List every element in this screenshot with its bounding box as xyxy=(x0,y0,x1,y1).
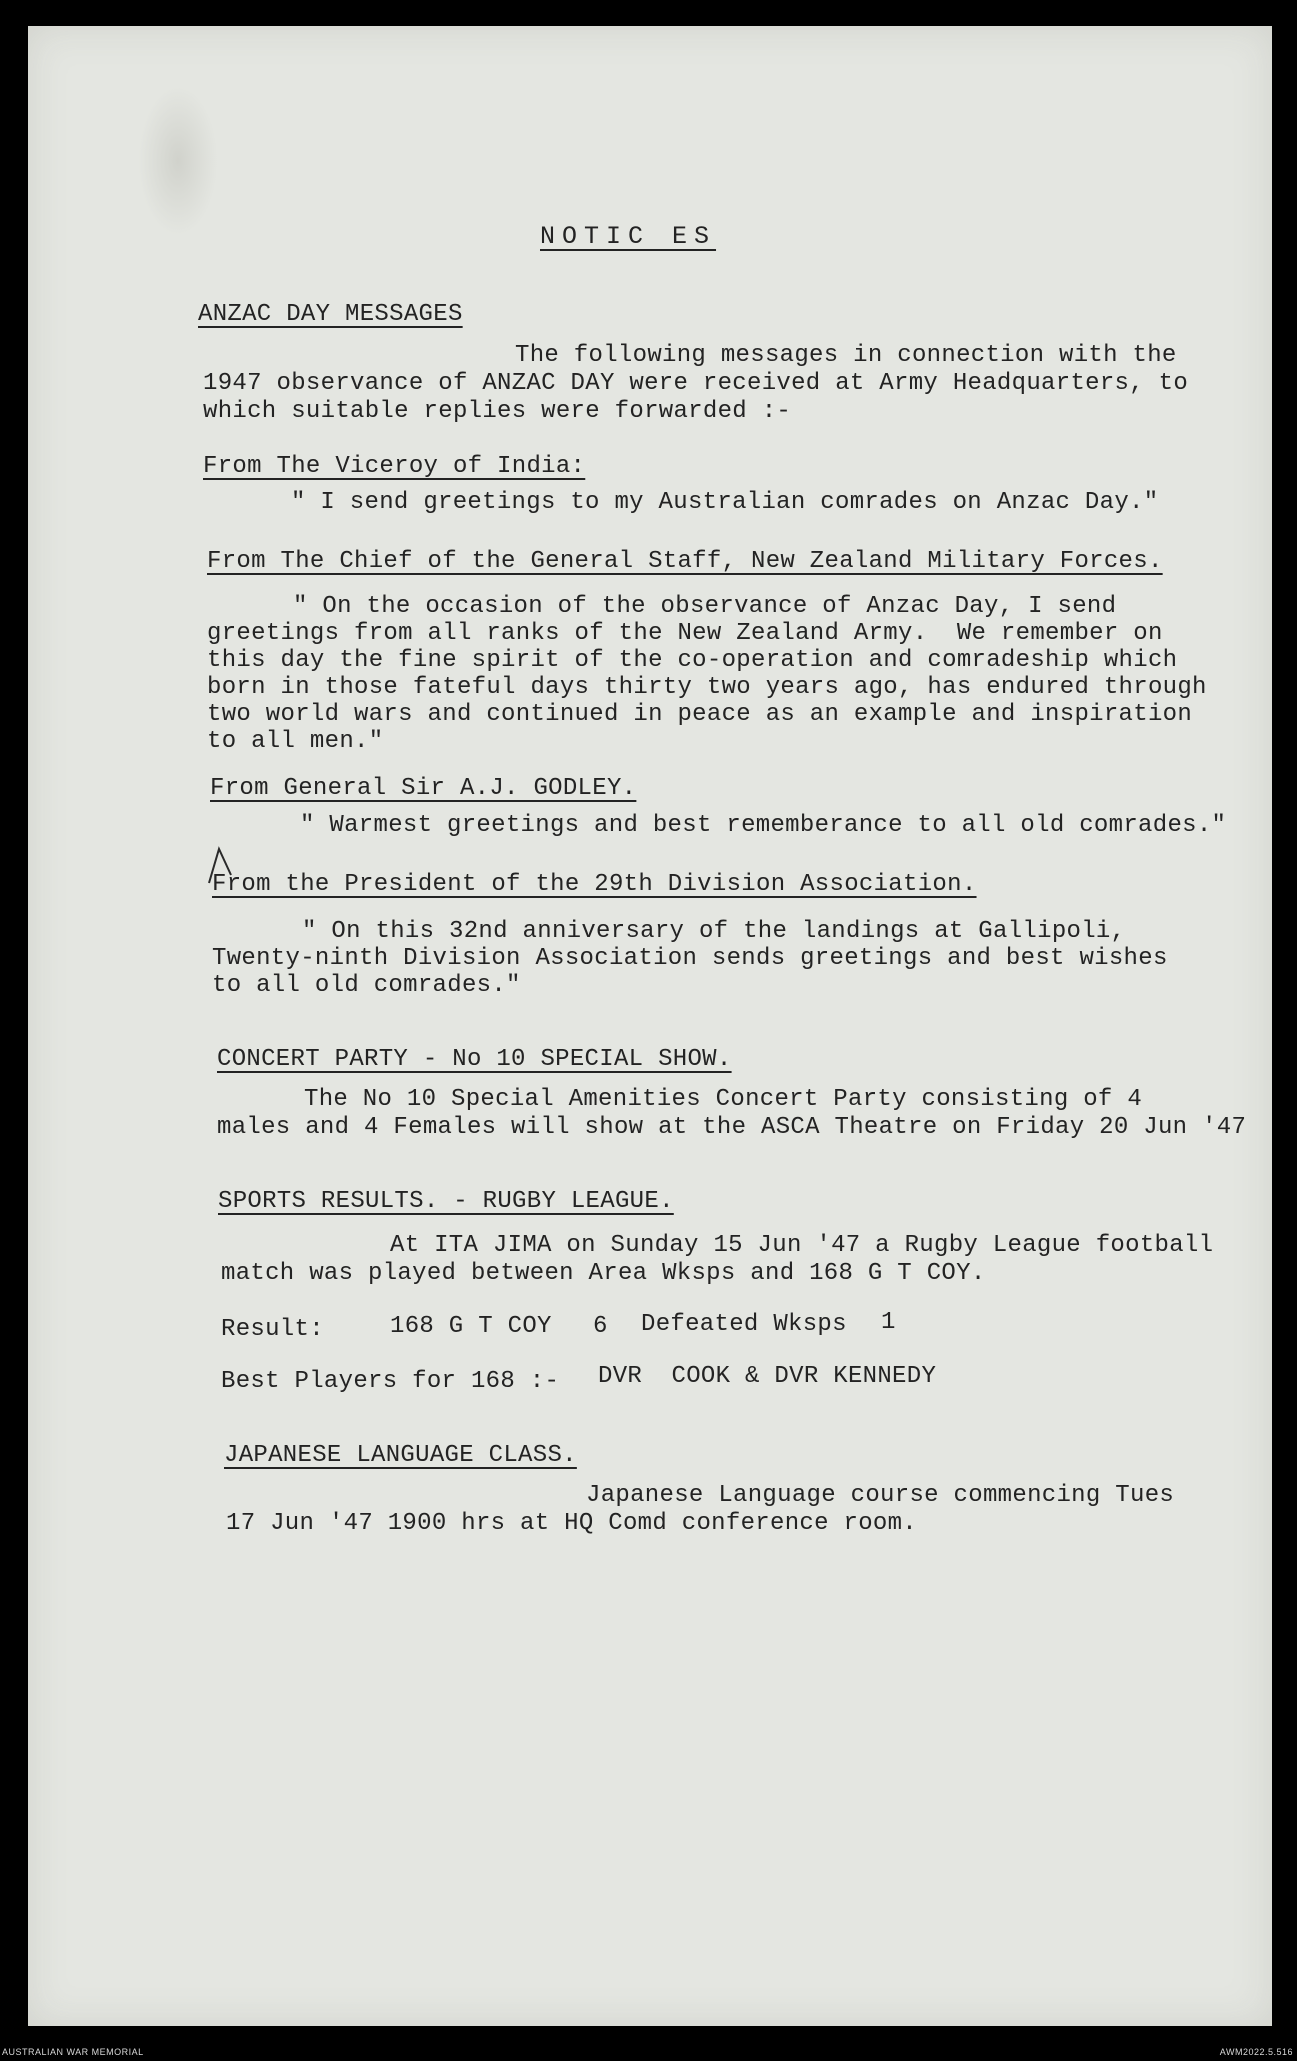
nz-message-line: " On the occasion of the observance of Anzac Day, I send xyxy=(293,593,1117,620)
division-message-line: " On this 32nd anniversary of the landings at Gallipoli, xyxy=(302,918,1126,945)
japanese-body-line: Japanese Language course commencing Tues xyxy=(586,1482,1175,1509)
division-message-line: Twenty-ninth Division Association sends greetings and best wishes xyxy=(212,945,1168,972)
paper-crease xyxy=(138,86,218,236)
result-text: Defeated Wksps xyxy=(641,1311,847,1338)
division-message-line: to all old comrades." xyxy=(212,972,521,999)
footer-accession-number: AWM2022.5.516 xyxy=(1219,2047,1293,2057)
best-players-label: Best Players for 168 :- xyxy=(221,1368,560,1395)
footer-credit: AUSTRALIAN WAR MEMORIAL xyxy=(2,2047,144,2057)
anzac-intro-line: which suitable replies were forwarded :- xyxy=(203,398,792,425)
sports-body-line: At ITA JIMA on Sunday 15 Jun '47 a Rugby League football xyxy=(390,1232,1214,1259)
nz-heading: From The Chief of the General Staff, New Zealand Military Forces. xyxy=(207,548,1163,575)
division-heading: From the President of the 29th Division Association. xyxy=(212,871,977,898)
japanese-heading: JAPANESE LANGUAGE CLASS. xyxy=(224,1442,577,1469)
anzac-intro-line: The following messages in connection with the xyxy=(515,342,1177,369)
viceroy-message: " I send greetings to my Australian comrades on Anzac Day." xyxy=(291,489,1159,516)
concert-body-line: males and 4 Females will show at the ASCA Theatre on Friday 20 Jun '47 xyxy=(217,1114,1247,1141)
nz-message-line: greetings from all ranks of the New Zealand Army. We remember on xyxy=(207,620,1163,647)
page-title: NOTIC ES xyxy=(540,222,717,251)
concert-heading: CONCERT PARTY - No 10 SPECIAL SHOW. xyxy=(217,1046,732,1073)
nz-message-line: this day the fine spirit of the co-operation and comradeship which xyxy=(207,647,1178,674)
godley-message: " Warmest greetings and best rememberance to all old comrades." xyxy=(300,812,1227,839)
sports-body-line: match was played between Area Wksps and 168 G T COY. xyxy=(221,1260,986,1287)
result-team: 168 G T COY xyxy=(390,1313,552,1340)
godley-heading: From General Sir A.J. GODLEY. xyxy=(210,775,637,802)
nz-message-line: two world wars and continued in peace as an example and inspiration xyxy=(207,701,1193,728)
japanese-body-line: 17 Jun '47 1900 hrs at HQ Comd conference room. xyxy=(226,1510,918,1537)
anzac-intro-line: 1947 observance of ANZAC DAY were received at Army Headquarters, to xyxy=(203,370,1189,397)
anzac-heading: ANZAC DAY MESSAGES xyxy=(198,301,463,328)
nz-message-line: born in those fateful days thirty two years ago, has endured through xyxy=(207,674,1207,701)
sports-heading: SPORTS RESULTS. - RUGBY LEAGUE. xyxy=(218,1188,674,1215)
result-score: 6 xyxy=(593,1313,608,1340)
result-opp-score: 1 xyxy=(881,1309,896,1336)
concert-body-line: The No 10 Special Amenities Concert Party consisting of 4 xyxy=(304,1086,1143,1113)
nz-message-line: to all men." xyxy=(207,728,384,755)
best-players: DVR COOK & DVR KENNEDY xyxy=(598,1363,937,1390)
result-label: Result: xyxy=(221,1316,324,1343)
viceroy-heading: From The Viceroy of India: xyxy=(203,453,586,480)
